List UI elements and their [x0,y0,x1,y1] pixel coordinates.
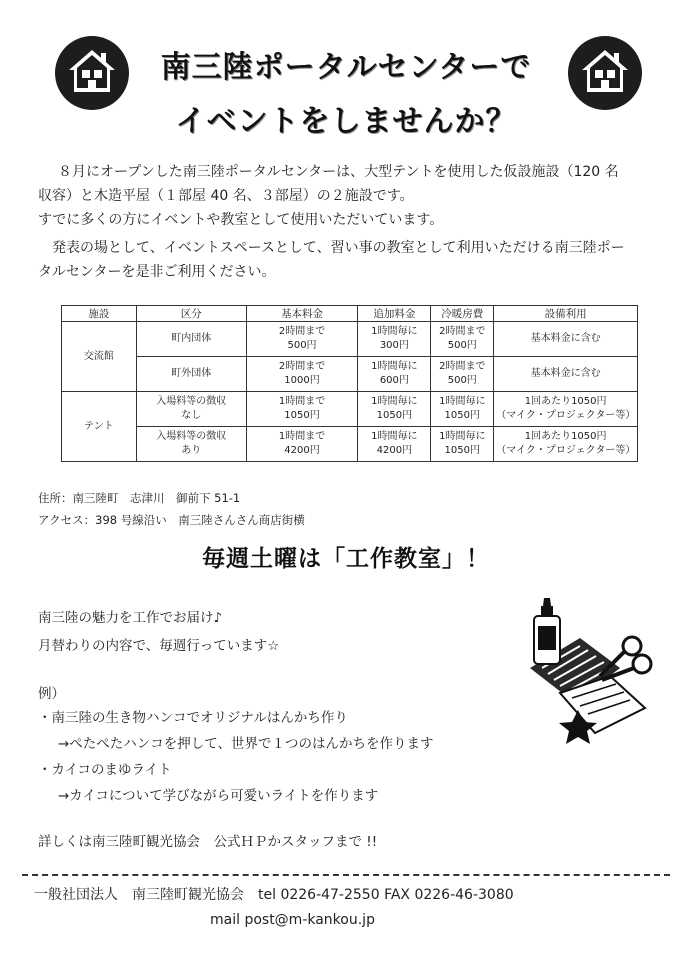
extra-fee-cell: 1時間毎に 1050円 [358,392,431,427]
table-row [62,427,638,462]
craft-tools-illustration [520,598,655,748]
page-title-line1: 南三陸ポータルセンターで [160,50,532,85]
divider-dashed-line [22,874,670,876]
workshop-line-2: 月替わりの内容で、毎週行っています☆ [38,638,280,654]
basic-fee-cell: 2時間まで 500円 [246,322,358,357]
aircon-fee-cell: 1時間毎に 1050円 [431,427,494,462]
category-cell: 町内団体 [136,322,246,357]
intro-line-1: ８月にオープンした南三陸ポータルセンターは、大型テントを使用した仮設施設（120 名 [58,164,619,180]
example-item-1-detail: →ぺたぺたハンコを押して、世界で１つのはんかちを作ります [58,736,434,752]
basic-fee-cell: 1時間まで 1050円 [246,392,358,427]
intro-line-5: タルセンターを是非ご利用ください。 [38,264,276,280]
category-cell: 入場料等の徴収 なし [136,392,246,427]
table-header-row [62,306,638,322]
access-text: アクセス：398 号線沿い 南三陸さんさん商店街横 [38,513,305,527]
basic-fee-cell: 2時間まで 1000円 [246,357,358,392]
basic-fee-cell: 1時間まで 4200円 [246,427,358,462]
workshop-heading: 毎週土曜は「工作教室」！ [202,546,490,572]
example-item-2-detail: →カイコについて学びながら可愛いライトを作ります [58,788,379,804]
header-facility: 施設 [62,306,137,322]
header-basic-fee: 基本料金 [246,306,358,322]
table-row [62,392,638,427]
category-cell: 入場料等の徴収 あり [136,427,246,462]
example-label: 例） [38,686,65,702]
fee-table [61,305,638,462]
extra-fee-cell: 1時間毎に 300円 [358,322,431,357]
extra-fee-cell: 1時間毎に 600円 [358,357,431,392]
example-item-2: ・カイコのまゆライト [38,762,172,778]
table-row [62,357,638,392]
header-category: 区分 [136,306,246,322]
extra-fee-cell: 1時間毎に 4200円 [358,427,431,462]
equipment-cell: 1回あたり1050円 （マイク・プロジェクター等） [494,427,638,462]
facility-cell: 交流館 [62,322,137,392]
aircon-fee-cell: 2時間まで 500円 [431,322,494,357]
footer-mail: mail post@m-kankou.jp [210,912,375,928]
header-aircon-fee: 冷暖房費 [431,306,494,322]
header-equipment: 設備利用 [494,306,638,322]
facility-cell: テント [62,392,137,462]
workshop-line-1: 南三陸の魅力を工作でお届け♪ [38,610,223,626]
table-row [62,322,638,357]
equipment-cell: 基本料金に含む [494,322,638,357]
intro-line-3: すでに多くの方にイベントや教室として使用いただいています。 [38,212,444,228]
address-text: 住所：南三陸町 志津川 御前下 51-1 [38,491,241,505]
page-title-line2: イベントをしませんか？ [175,104,517,139]
intro-line-4: 発表の場として、イベントスペースとして、習い事の教室として利用いただける南三陸ポー [52,240,625,256]
header-extra-fee: 追加料金 [358,306,431,322]
footer-org-contact: 一般社団法人 南三陸町観光協会 tel 0226-47-2550 FAX 0226-46-3080 [34,887,514,903]
details-text: 詳しくは南三陸町観光協会 公式ＨＰかスタッフまで !! [38,834,378,850]
aircon-fee-cell: 1時間毎に 1050円 [431,392,494,427]
example-item-1: ・南三陸の生き物ハンコでオリジナルはんかち作り [38,710,348,726]
category-cell: 町外団体 [136,357,246,392]
aircon-fee-cell: 2時間まで 500円 [431,357,494,392]
equipment-cell: 1回あたり1050円 （マイク・プロジェクター等） [494,392,638,427]
equipment-cell: 基本料金に含む [494,357,638,392]
intro-line-2: 収容）と木造平屋（１部屋 40 名、３部屋）の２施設です。 [38,188,414,204]
